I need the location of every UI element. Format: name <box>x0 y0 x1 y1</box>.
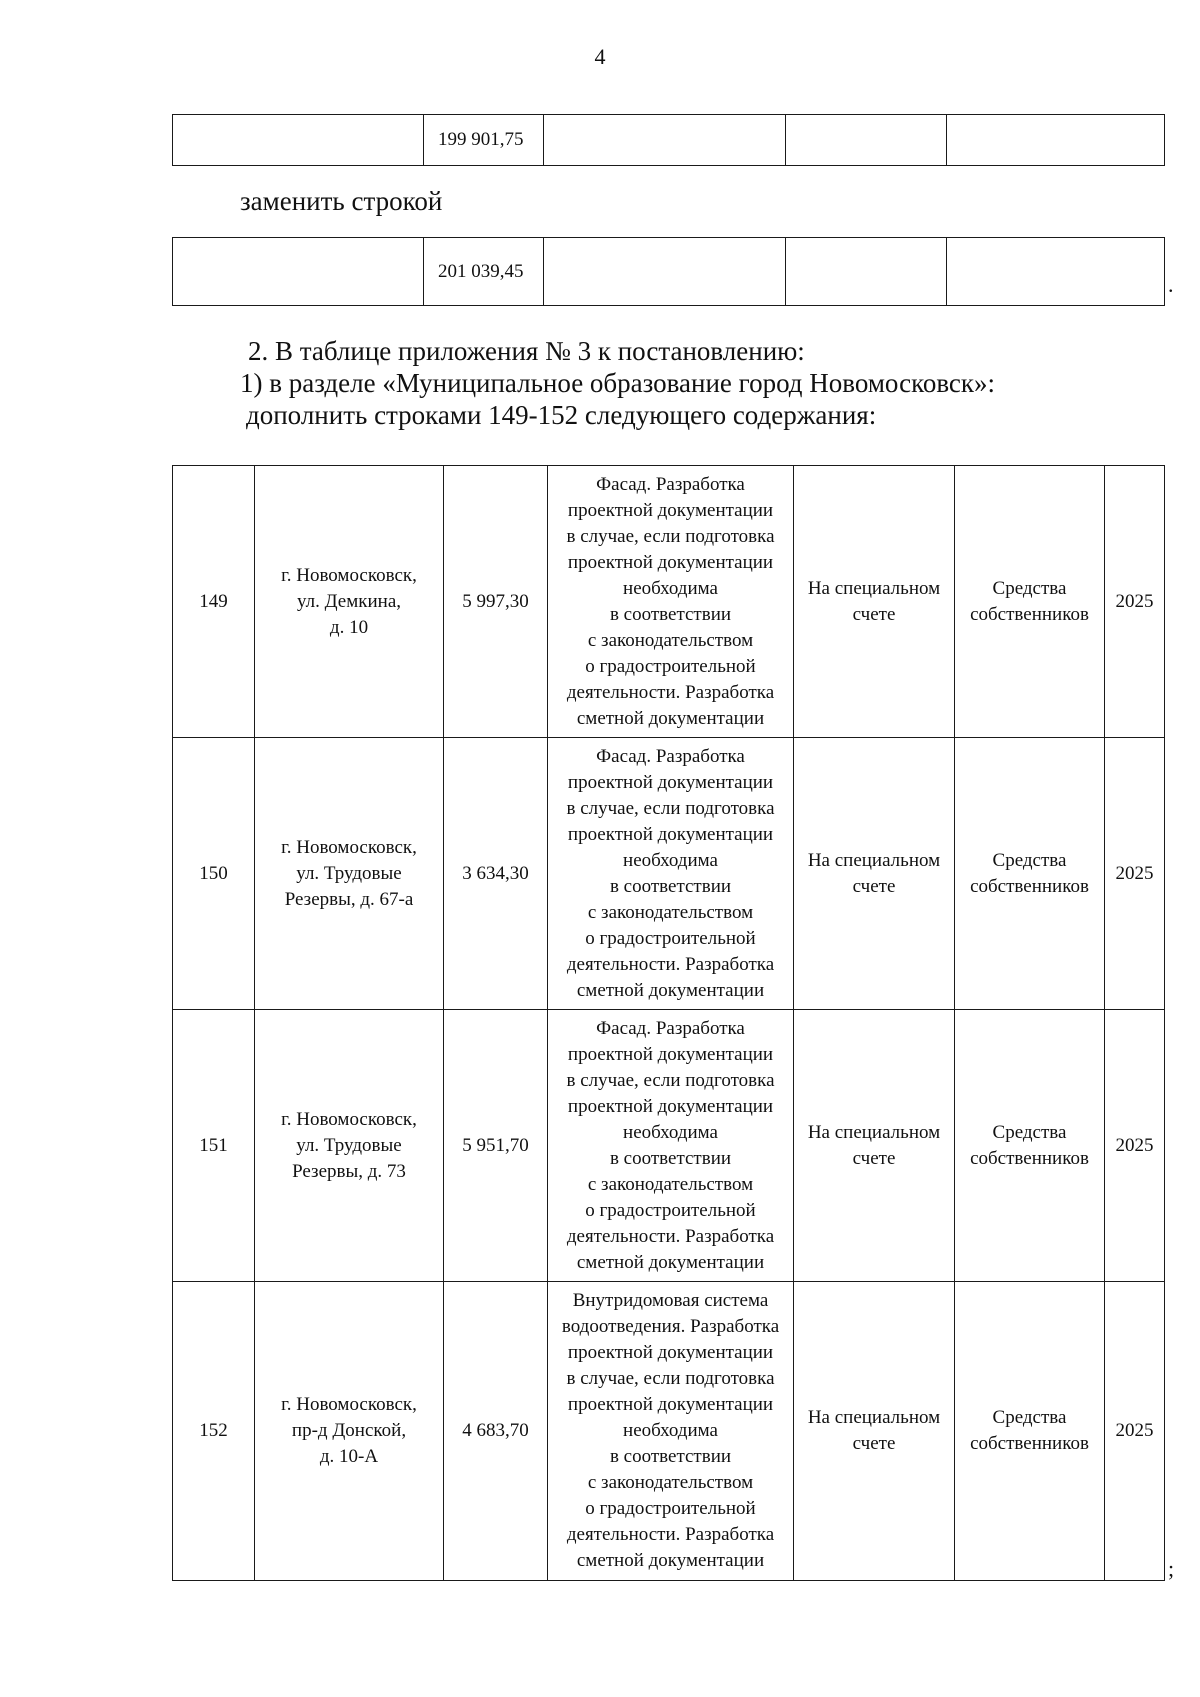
work-type-line: Внутридомовая система <box>572 1290 769 1311</box>
address-cell <box>255 738 444 1010</box>
account-line: На специальном <box>807 1407 941 1428</box>
work-type-cell <box>548 1010 794 1282</box>
address-line: д. 10 <box>329 616 369 638</box>
replace-instruction: заменить строкой <box>240 186 443 216</box>
work-type-line: проектной документации <box>567 551 774 573</box>
cost-value: 5 997,30 <box>462 590 529 612</box>
work-type-line: Фасад. Разработка <box>596 745 745 767</box>
row-number: 152 <box>199 1420 228 1441</box>
cost-cell <box>444 1010 548 1282</box>
work-type-line: в соответствии <box>609 1446 732 1467</box>
work-type-line: Фасад. Разработка <box>596 1017 745 1039</box>
work-type-line: сметной документации <box>576 979 765 1001</box>
old-row <box>173 115 1165 166</box>
account-line: счете <box>852 875 896 897</box>
table-row <box>173 738 1165 1010</box>
year-value: 2025 <box>1115 590 1154 612</box>
item-2-heading: 2. В таблице приложения № 3 к постановлению: <box>248 336 805 366</box>
work-type-line: проектной документации <box>567 1095 774 1117</box>
funding-source-line: Средства <box>992 577 1067 599</box>
cost-value: 5 951,70 <box>462 1134 529 1156</box>
work-type-line: в соответствии <box>609 875 732 897</box>
funding-source-cell <box>955 466 1105 738</box>
new-row-sum: 201 039,45 <box>424 238 544 306</box>
new-row-cell <box>544 238 786 306</box>
address-line: г. Новомосковск, <box>281 1394 417 1415</box>
work-type-line: сметной документации <box>576 1251 765 1273</box>
row-number-cell <box>173 1282 255 1581</box>
address-line: г. Новомосковск, <box>281 564 417 586</box>
address-cell <box>255 1282 444 1581</box>
row-number-cell <box>173 1010 255 1282</box>
year-cell <box>1105 466 1165 738</box>
new-row-cell <box>947 238 1165 306</box>
work-type-line: проектной документации <box>567 771 774 793</box>
old-row-cell <box>544 115 786 166</box>
address-cell <box>255 466 444 738</box>
work-type-line: сметной документации <box>576 707 765 729</box>
account-line: На специальном <box>807 577 941 599</box>
account-cell <box>794 1010 955 1282</box>
main-table-trailing-semicolon: ; <box>1168 1556 1175 1581</box>
work-type-line: деятельности. Разработка <box>566 681 775 703</box>
cost-cell <box>444 738 548 1010</box>
work-type-line: в соответствии <box>609 1147 732 1169</box>
work-type-cell <box>548 738 794 1010</box>
account-cell <box>794 1282 955 1581</box>
work-type-line: Фасад. Разработка <box>596 473 745 495</box>
funding-source-line: собственников <box>970 875 1089 897</box>
work-type-line: проектной документации <box>567 1043 774 1065</box>
funding-source-line: собственников <box>970 603 1089 625</box>
funding-source-cell <box>955 1010 1105 1282</box>
table-row <box>173 466 1165 738</box>
account-line: На специальном <box>807 849 941 871</box>
account-line: На специальном <box>807 1121 941 1143</box>
funding-source-line: Средства <box>992 849 1067 871</box>
work-type-line: необходима <box>623 849 718 871</box>
new-row-cell <box>173 238 424 306</box>
new-row-cell <box>786 238 947 306</box>
row-number: 151 <box>199 1134 228 1156</box>
account-line: счете <box>852 1433 896 1454</box>
address-line: Резервы, д. 73 <box>292 1160 406 1182</box>
table-row <box>173 1282 1165 1581</box>
work-type-line: о градостроительной <box>585 655 756 677</box>
work-type-line: деятельности. Разработка <box>566 953 775 975</box>
year-value: 2025 <box>1115 1134 1154 1156</box>
address-cell <box>255 1010 444 1282</box>
work-type-line: с законодательством <box>587 1173 754 1195</box>
work-type-line: необходима <box>623 1121 718 1143</box>
work-type-line: сметной документации <box>576 1550 765 1571</box>
work-type-line: деятельности. Разработка <box>566 1524 775 1545</box>
work-type-line: проектной документации <box>567 1394 774 1415</box>
row-number-cell <box>173 466 255 738</box>
row-number: 150 <box>199 862 228 884</box>
work-type-line: в случае, если подготовка <box>566 1069 775 1091</box>
new-row-trailing-dot: . <box>1168 272 1174 297</box>
work-type-line: деятельности. Разработка <box>566 1225 775 1247</box>
work-type-line: о градостроительной <box>585 1199 756 1221</box>
year-value: 2025 <box>1115 862 1154 884</box>
work-type-line: в случае, если подготовка <box>566 1368 775 1389</box>
funding-source-cell <box>955 738 1105 1010</box>
funding-source-cell <box>955 1282 1105 1581</box>
account-cell <box>794 738 955 1010</box>
work-type-line: необходима <box>623 577 718 599</box>
address-line: пр-д Донской, <box>291 1420 407 1441</box>
new-row-table <box>172 237 1165 306</box>
address-line: д. 10-А <box>319 1446 379 1467</box>
work-type-line: с законодательством <box>587 629 754 651</box>
work-type-line: в случае, если подготовка <box>566 525 775 547</box>
work-type-line: с законодательством <box>587 1472 754 1493</box>
address-line: г. Новомосковск, <box>281 1108 417 1130</box>
item-1-heading: 1) в разделе «Муниципальное образование город Новомосковск»: <box>240 368 996 398</box>
old-row-cell <box>947 115 1165 166</box>
work-type-line: необходима <box>623 1420 718 1441</box>
old-row-table <box>172 114 1165 166</box>
work-type-cell <box>548 466 794 738</box>
work-type-line: о градостроительной <box>585 1498 756 1519</box>
old-row-cell <box>173 115 424 166</box>
year-cell <box>1105 1010 1165 1282</box>
address-line: ул. Трудовые <box>296 862 402 884</box>
page-number: 4 <box>594 44 606 69</box>
account-line: счете <box>852 603 896 625</box>
work-type-line: в соответствии <box>609 603 732 625</box>
row-number-cell <box>173 738 255 1010</box>
funding-source-line: Средства <box>992 1407 1067 1428</box>
work-type-line: с законодательством <box>587 901 754 923</box>
work-type-line: проектной документации <box>567 823 774 845</box>
cost-value: 4 683,70 <box>462 1420 529 1441</box>
work-type-line: проектной документации <box>567 1342 774 1363</box>
cost-value: 3 634,30 <box>462 862 529 884</box>
cost-cell <box>444 1282 548 1581</box>
table-row <box>173 1010 1165 1282</box>
row-number: 149 <box>199 590 228 612</box>
work-type-cell <box>548 1282 794 1581</box>
address-line: г. Новомосковск, <box>281 836 417 858</box>
year-value: 2025 <box>1115 1420 1154 1441</box>
funding-source-line: Средства <box>992 1121 1067 1143</box>
cost-cell <box>444 466 548 738</box>
main-table <box>172 465 1165 1581</box>
address-line: Резервы, д. 67-а <box>284 888 414 910</box>
address-line: ул. Трудовые <box>296 1134 402 1156</box>
funding-source-line: собственников <box>970 1147 1089 1169</box>
work-type-line: в случае, если подготовка <box>566 797 775 819</box>
old-row-cell <box>786 115 947 166</box>
work-type-line: о градостроительной <box>585 927 756 949</box>
work-type-line: проектной документации <box>567 499 774 521</box>
new-row <box>173 238 1165 306</box>
old-row-sum: 199 901,75 <box>424 115 544 166</box>
account-cell <box>794 466 955 738</box>
year-cell <box>1105 738 1165 1010</box>
year-cell <box>1105 1282 1165 1581</box>
work-type-line: водоотведения. Разработка <box>561 1316 780 1337</box>
account-line: счете <box>852 1147 896 1169</box>
funding-source-line: собственников <box>970 1433 1089 1454</box>
address-line: ул. Демкина, <box>296 590 402 612</box>
append-instruction: дополнить строками 149-152 следующего содержания: <box>246 400 877 430</box>
